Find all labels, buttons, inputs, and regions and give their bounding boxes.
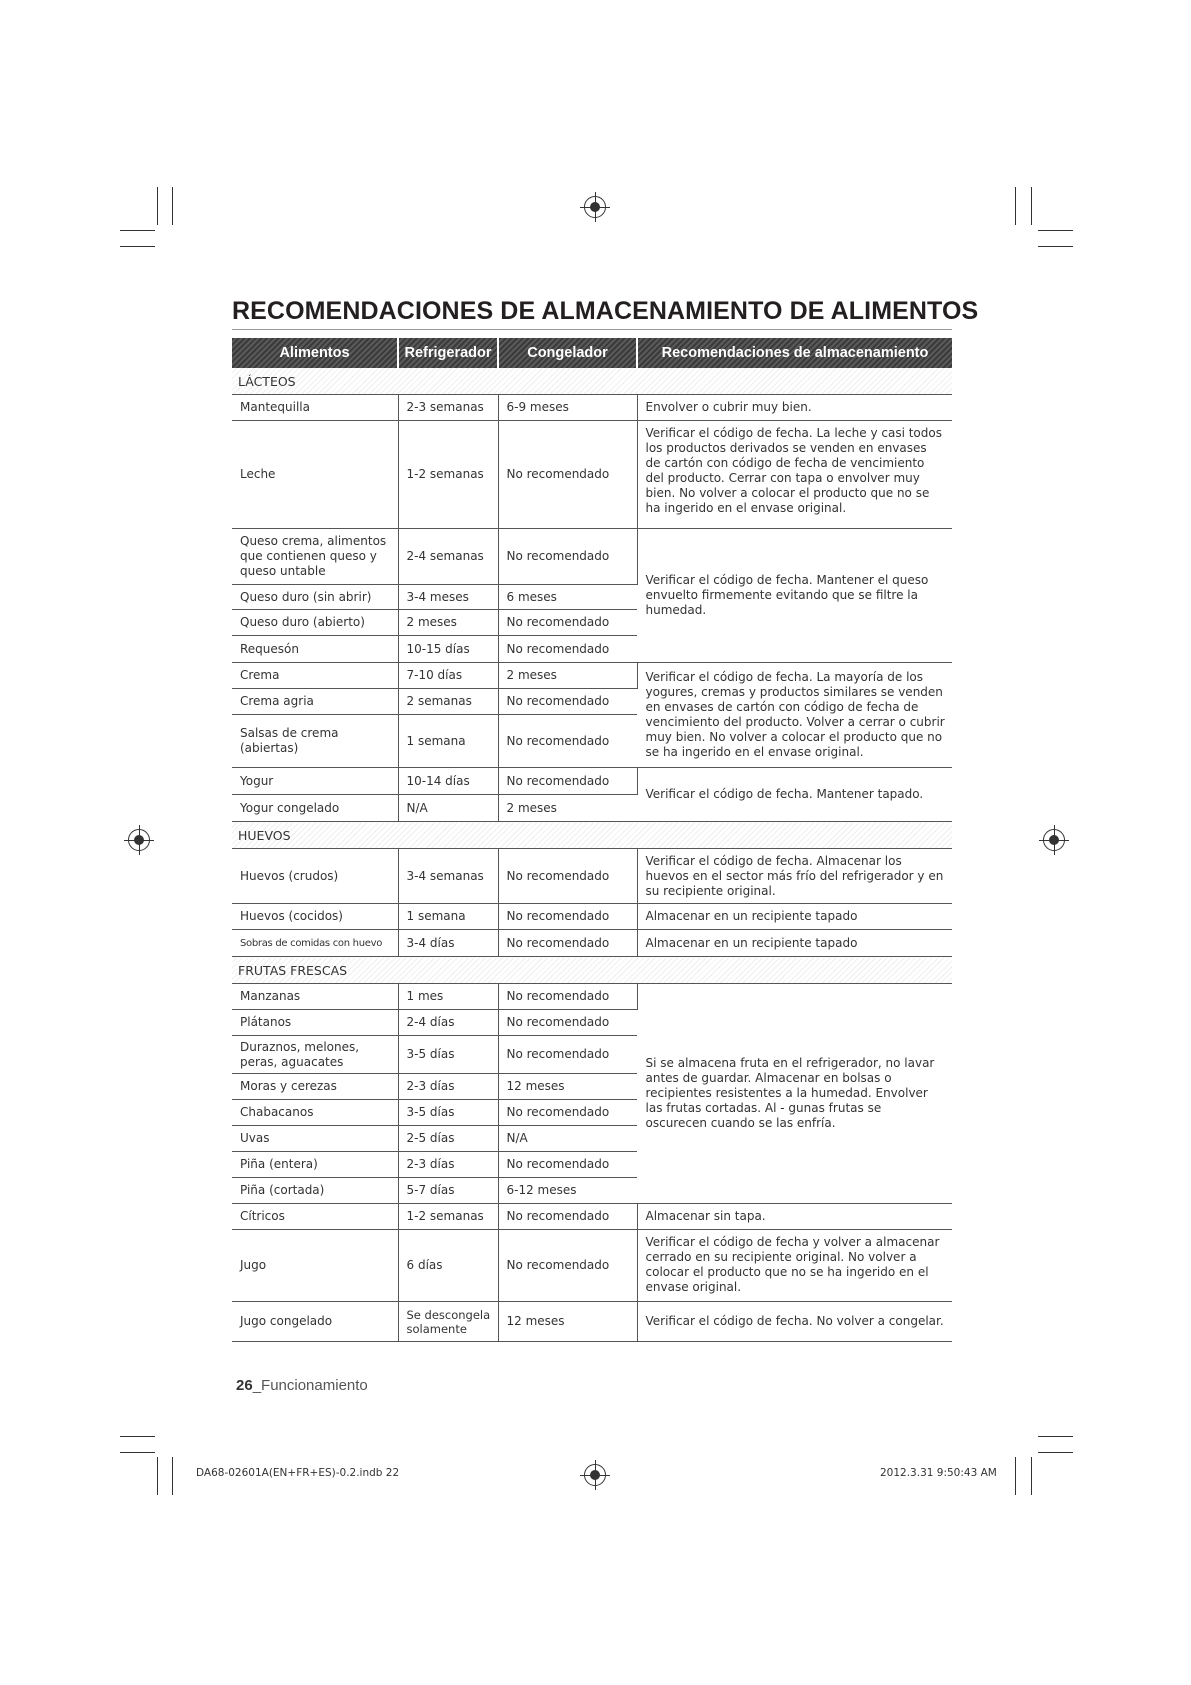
food-cell: Queso duro (abierto) bbox=[232, 610, 398, 636]
food-cell: Yogur congelado bbox=[232, 795, 398, 822]
freezer-cell: No recomendado bbox=[498, 930, 637, 957]
print-slug-timestamp: 2012.3.31 9:50:43 AM bbox=[880, 1467, 997, 1479]
crop-mark bbox=[1038, 246, 1073, 247]
freezer-cell: No recomendado bbox=[498, 529, 637, 585]
fridge-cell: Se descongela solamente bbox=[398, 1302, 498, 1342]
fridge-cell: 2-3 semanas bbox=[398, 395, 498, 421]
fridge-cell: 1 semana bbox=[398, 904, 498, 930]
food-cell: Leche bbox=[232, 421, 398, 529]
freezer-cell: 6-9 meses bbox=[498, 395, 637, 421]
recommendation-cell: Verificar el código de fecha. La leche y casi todos los productos derivados se venden en envases de cartón con código de fecha de vencimiento del producto. Cerrar con tapa o envolver muy bien. No volver a colocar el producto que no se ha ingerido en el envase original. bbox=[637, 421, 952, 529]
fridge-cell: N/A bbox=[398, 795, 498, 822]
freezer-cell: No recomendado bbox=[498, 689, 637, 715]
table-row bbox=[232, 1230, 952, 1302]
freezer-cell: No recomendado bbox=[498, 1204, 637, 1230]
recommendation-cell: Verificar el código de fecha. Almacenar los huevos en el sector más frío del refrigerador y en su recipiente original. bbox=[637, 849, 952, 904]
freezer-cell: 12 meses bbox=[498, 1074, 637, 1100]
crop-mark bbox=[120, 230, 155, 231]
table-row bbox=[232, 663, 952, 689]
food-cell: Yogur bbox=[232, 768, 398, 795]
crop-mark bbox=[157, 1457, 158, 1495]
fridge-cell: 1-2 semanas bbox=[398, 421, 498, 529]
storage-table bbox=[232, 338, 952, 1342]
freezer-cell: No recomendado bbox=[498, 1230, 637, 1302]
crop-mark bbox=[1031, 187, 1032, 225]
fridge-cell: 2-4 días bbox=[398, 1010, 498, 1036]
recommendation-cell: Verificar el código de fecha. Mantener el queso envuelto firmemente evitando que se filtre la humedad. bbox=[637, 529, 952, 663]
food-cell: Chabacanos bbox=[232, 1100, 398, 1126]
table-row bbox=[232, 1204, 952, 1230]
crop-mark bbox=[157, 187, 158, 225]
table-row bbox=[232, 1302, 952, 1342]
freezer-cell: No recomendado bbox=[498, 636, 637, 663]
recommendation-cell: Verificar el código de fecha. Mantener tapado. bbox=[637, 768, 952, 822]
section-row-lacteos bbox=[232, 368, 952, 395]
fridge-cell: 6 días bbox=[398, 1230, 498, 1302]
crop-mark bbox=[172, 187, 173, 225]
food-cell: Piña (cortada) bbox=[232, 1178, 398, 1204]
food-cell: Sobras de comidas con huevo bbox=[232, 930, 398, 957]
freezer-cell: No recomendado bbox=[498, 984, 637, 1010]
recommendation-cell: Verificar el código de fecha y volver a almacenar cerrado en su recipiente original. No volver a colocar el producto que no se ha ingerido en el envase original. bbox=[637, 1230, 952, 1302]
fridge-cell: 1 mes bbox=[398, 984, 498, 1010]
title-rule bbox=[232, 329, 952, 330]
food-cell: Huevos (cocidos) bbox=[232, 904, 398, 930]
crop-mark bbox=[1015, 1457, 1016, 1495]
freezer-cell: 12 meses bbox=[498, 1302, 637, 1342]
fridge-cell: 2 meses bbox=[398, 610, 498, 636]
food-cell: Queso crema, alimentos que contienen queso y queso untable bbox=[232, 529, 398, 585]
table-row bbox=[232, 768, 952, 795]
food-cell: Crema bbox=[232, 663, 398, 689]
freezer-cell: No recomendado bbox=[498, 421, 637, 529]
freezer-cell: No recomendado bbox=[498, 904, 637, 930]
crop-mark bbox=[1038, 1436, 1073, 1437]
crop-mark bbox=[172, 1457, 173, 1495]
food-cell: Manzanas bbox=[232, 984, 398, 1010]
food-cell: Piña (entera) bbox=[232, 1152, 398, 1178]
section-label: HUEVOS bbox=[232, 822, 952, 849]
food-cell: Cítricos bbox=[232, 1204, 398, 1230]
header-alimentos: Alimentos bbox=[232, 338, 398, 368]
fridge-cell: 3-4 semanas bbox=[398, 849, 498, 904]
freezer-cell: No recomendado bbox=[498, 1100, 637, 1126]
fridge-cell: 2-3 días bbox=[398, 1074, 498, 1100]
freezer-cell: No recomendado bbox=[498, 1036, 637, 1074]
fridge-cell: 3-4 días bbox=[398, 930, 498, 957]
food-cell: Huevos (crudos) bbox=[232, 849, 398, 904]
fridge-cell: 5-7 días bbox=[398, 1178, 498, 1204]
fridge-cell: 3-4 meses bbox=[398, 585, 498, 610]
freezer-cell: 6 meses bbox=[498, 585, 637, 610]
table-row bbox=[232, 984, 952, 1010]
fridge-cell: 2-4 semanas bbox=[398, 529, 498, 585]
food-cell: Moras y cerezas bbox=[232, 1074, 398, 1100]
fridge-cell: 10-15 días bbox=[398, 636, 498, 663]
recommendation-cell: Envolver o cubrir muy bien. bbox=[637, 395, 952, 421]
food-cell: Requesón bbox=[232, 636, 398, 663]
fridge-cell: 2-5 días bbox=[398, 1126, 498, 1152]
table-row bbox=[232, 395, 952, 421]
freezer-cell: No recomendado bbox=[498, 768, 637, 795]
recommendation-cell: Almacenar en un recipiente tapado bbox=[637, 930, 952, 957]
freezer-cell: No recomendado bbox=[498, 715, 637, 768]
recommendation-cell: Almacenar sin tapa. bbox=[637, 1204, 952, 1230]
fridge-cell: 1 semana bbox=[398, 715, 498, 768]
table-row bbox=[232, 849, 952, 904]
freezer-cell: N/A bbox=[498, 1126, 637, 1152]
food-cell: Duraznos, melones, peras, aguacates bbox=[232, 1036, 398, 1074]
freezer-cell: No recomendado bbox=[498, 849, 637, 904]
fridge-cell: 10-14 días bbox=[398, 768, 498, 795]
food-cell: Uvas bbox=[232, 1126, 398, 1152]
fridge-cell: 2-3 días bbox=[398, 1152, 498, 1178]
fridge-cell: 3-5 días bbox=[398, 1036, 498, 1074]
crop-mark bbox=[120, 1452, 155, 1453]
table-row bbox=[232, 421, 952, 529]
header-congelador: Congelador bbox=[498, 338, 637, 368]
recommendation-cell: Almacenar en un recipiente tapado bbox=[637, 904, 952, 930]
recommendation-cell: Verificar el código de fecha. La mayoría de los yogures, cremas y productos similares se venden en envases de cartón con código de fecha de vencimiento del producto. Volver a cerrar o cubrir muy bien. No volver a colocar el producto que no se ha ingerido en el envase original. bbox=[637, 663, 952, 768]
registration-mark-icon bbox=[128, 829, 150, 851]
section-label: LÁCTEOS bbox=[232, 368, 952, 395]
page-title: RECOMENDACIONES DE ALMACENAMIENTO DE ALIMENTOS bbox=[232, 297, 979, 325]
freezer-cell: 6-12 meses bbox=[498, 1178, 637, 1204]
section-row-frutas bbox=[232, 957, 952, 984]
fridge-cell: 2 semanas bbox=[398, 689, 498, 715]
fridge-cell: 1-2 semanas bbox=[398, 1204, 498, 1230]
freezer-cell: 2 meses bbox=[498, 795, 637, 822]
table-row bbox=[232, 930, 952, 957]
food-cell: Salsas de crema (abiertas) bbox=[232, 715, 398, 768]
crop-mark bbox=[120, 1436, 155, 1437]
recommendation-cell: Verificar el código de fecha. No volver a congelar. bbox=[637, 1302, 952, 1342]
page-footer bbox=[236, 1377, 368, 1394]
freezer-cell: 2 meses bbox=[498, 663, 637, 689]
crop-mark bbox=[1031, 1457, 1032, 1495]
food-cell: Plátanos bbox=[232, 1010, 398, 1036]
registration-mark-icon bbox=[584, 1464, 606, 1486]
header-recomendaciones: Recomendaciones de almacenamiento bbox=[637, 338, 952, 368]
food-cell: Queso duro (sin abrir) bbox=[232, 585, 398, 610]
food-cell: Jugo bbox=[232, 1230, 398, 1302]
section-row-huevos bbox=[232, 822, 952, 849]
crop-mark bbox=[120, 246, 155, 247]
food-cell: Crema agria bbox=[232, 689, 398, 715]
food-cell: Mantequilla bbox=[232, 395, 398, 421]
header-refrigerador: Refrigerador bbox=[398, 338, 498, 368]
fridge-cell: 3-5 días bbox=[398, 1100, 498, 1126]
page-number: 26 bbox=[236, 1377, 253, 1394]
freezer-cell: No recomendado bbox=[498, 610, 637, 636]
section-label: FRUTAS FRESCAS bbox=[232, 957, 952, 984]
crop-mark bbox=[1038, 1452, 1073, 1453]
table-row bbox=[232, 904, 952, 930]
crop-mark bbox=[1015, 187, 1016, 225]
table-row bbox=[232, 529, 952, 585]
section-name: _Funcionamiento bbox=[252, 1377, 368, 1394]
registration-mark-icon bbox=[584, 196, 606, 218]
fridge-cell: 7-10 días bbox=[398, 663, 498, 689]
print-slug-file: DA68-02601A(EN+FR+ES)-0.2.indb 22 bbox=[196, 1467, 400, 1479]
table-header-row bbox=[232, 338, 952, 368]
recommendation-cell: Si se almacena fruta en el refrigerador, no lavar antes de guardar. Almacenar en bolsas o recipientes resistentes a la humedad. Envolver las frutas cortadas. Al - gunas frutas se oscurecen cuando se las enfría. bbox=[637, 984, 952, 1204]
freezer-cell: No recomendado bbox=[498, 1010, 637, 1036]
food-cell: Jugo congelado bbox=[232, 1302, 398, 1342]
crop-mark bbox=[1038, 230, 1073, 231]
registration-mark-icon bbox=[1043, 829, 1065, 851]
freezer-cell: No recomendado bbox=[498, 1152, 637, 1178]
